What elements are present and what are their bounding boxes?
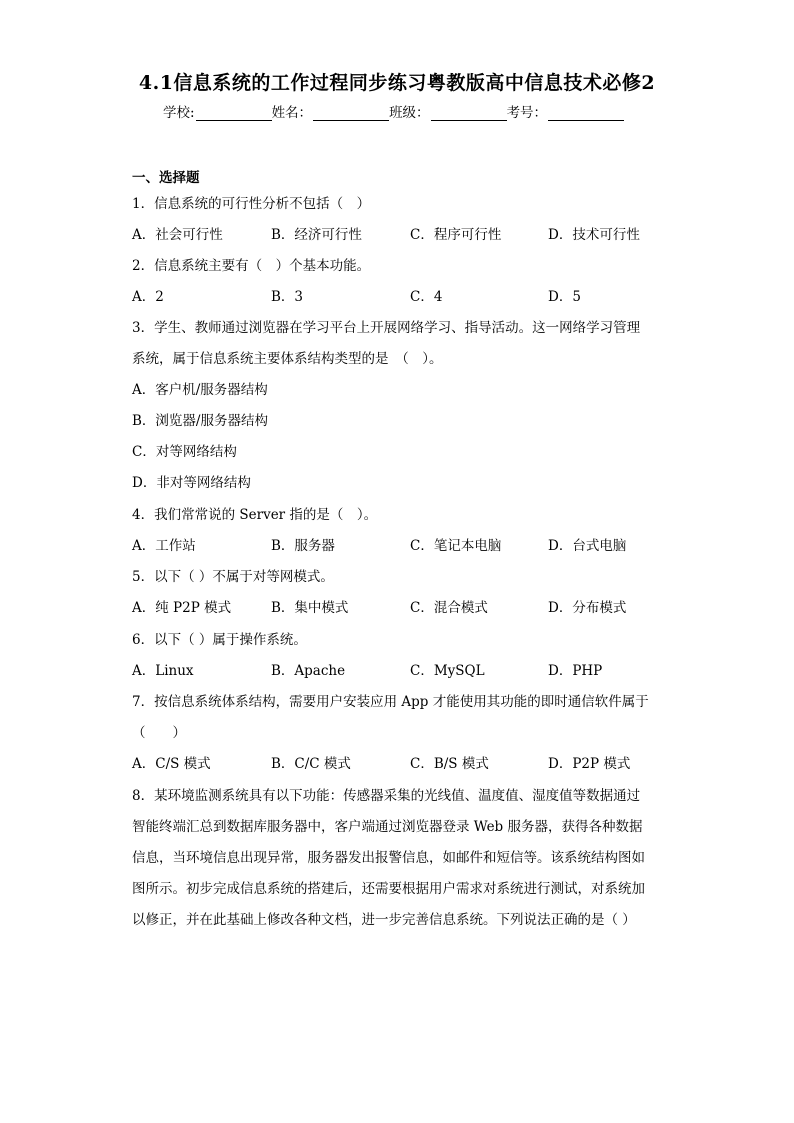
question-1-option-b: B．经济可行性 bbox=[271, 227, 362, 243]
question-4-option-d: D．台式电脑 bbox=[548, 538, 627, 554]
question-3-option-d: D．非对等网络结构 bbox=[132, 475, 251, 491]
school-field bbox=[163, 101, 272, 121]
question-1-option-a: A．社会可行性 bbox=[132, 227, 223, 243]
class-label: 班级： bbox=[389, 105, 430, 121]
school-label: 学校: bbox=[163, 105, 195, 121]
question-8-stem-line-3: 信息，当环境信息出现异常，服务器发出报警信息，如邮件和短信等。该系统结构图如 bbox=[132, 850, 645, 866]
question-7-option-c: C．B/S 模式 bbox=[410, 756, 489, 772]
class-blank bbox=[431, 105, 507, 121]
question-5-option-b: B．集中模式 bbox=[271, 600, 349, 616]
student-info-row bbox=[163, 101, 624, 121]
question-2-option-b: B．3 bbox=[271, 289, 304, 305]
question-3-option-a: A．客户机/服务器结构 bbox=[132, 382, 268, 398]
question-6-option-c: C．MySQL bbox=[410, 663, 485, 679]
name-field bbox=[272, 101, 390, 121]
question-4-option-a: A．工作站 bbox=[132, 538, 196, 554]
question-3-stem-line-2: 系统，属于信息系统主要体系结构类型的是 （ ）。 bbox=[132, 351, 443, 367]
question-6-option-d: D．PHP bbox=[548, 663, 603, 679]
question-1-stem: 1．信息系统的可行性分析不包括（ ） bbox=[132, 196, 371, 212]
exam-number-label: 考号： bbox=[506, 105, 548, 121]
question-6-option-a: A．Linux bbox=[132, 663, 194, 679]
school-blank bbox=[196, 105, 272, 121]
question-7-option-d: D．P2P 模式 bbox=[548, 756, 631, 772]
question-1-option-d: D．技术可行性 bbox=[548, 227, 640, 243]
question-3-option-c: C．对等网络结构 bbox=[132, 444, 237, 460]
question-5-stem: 5．以下（ ）不属于对等网模式。 bbox=[132, 569, 334, 585]
name-label: 姓名： bbox=[271, 105, 313, 121]
question-5-option-c: C．混合模式 bbox=[410, 600, 488, 616]
question-7-option-a: A．C/S 模式 bbox=[132, 756, 211, 772]
question-3-stem-line-1: 3．学生、教师通过浏览器在学习平台上开展网络学习、指导活动。这一网络学习管理 bbox=[132, 320, 641, 336]
question-2-option-c: C．4 bbox=[410, 289, 443, 305]
name-blank bbox=[313, 105, 389, 121]
question-8-stem-line-4: 图所示。初步完成信息系统的搭建后，还需要根据用户需求对系统进行测试，对系统加 bbox=[132, 881, 645, 897]
question-5-option-d: D．分布模式 bbox=[548, 600, 627, 616]
question-2-stem: 2．信息系统主要有（ ）个基本功能。 bbox=[132, 258, 371, 274]
page-title: 4.1信息系统的工作过程同步练习粤教版高中信息技术必修2 bbox=[138, 72, 656, 94]
exam-number-blank bbox=[548, 105, 624, 121]
question-8-stem-line-2: 智能终端汇总到数据库服务器中，客户端通过浏览器登录 Web 服务器，获得各种数据 bbox=[132, 819, 643, 835]
question-1-option-c: C．程序可行性 bbox=[410, 227, 502, 243]
question-6-option-b: B．Apache bbox=[271, 663, 346, 679]
question-6-stem: 6．以下（ ）属于操作系统。 bbox=[132, 632, 307, 648]
question-8-stem-line-1: 8．某环境监测系统具有以下功能：传感器采集的光线值、温度值、湿度值等数据通过 bbox=[132, 788, 641, 804]
question-5-option-a: A．纯 P2P 模式 bbox=[132, 600, 232, 616]
question-7-stem-line-2: （ ） bbox=[132, 725, 186, 741]
question-2-option-d: D．5 bbox=[548, 289, 581, 305]
section-heading: 一、选择题 bbox=[132, 170, 200, 186]
exam-number-field bbox=[507, 101, 625, 121]
question-4-option-c: C．笔记本电脑 bbox=[410, 538, 502, 554]
question-4-stem: 4．我们常常说的 Server 指的是（ ）。 bbox=[132, 507, 378, 523]
class-field bbox=[389, 101, 507, 121]
question-7-option-b: B．C/C 模式 bbox=[271, 756, 351, 772]
question-7-stem-line-1: 7．按信息系统体系结构，需要用户安装应用 App 才能使用其功能的即时通信软件属于 bbox=[132, 694, 649, 710]
question-3-option-b: B．浏览器/服务器结构 bbox=[132, 413, 268, 429]
question-2-option-a: A．2 bbox=[132, 289, 164, 305]
question-8-stem-line-5: 以修正，并在此基础上修改各种文档，进一步完善信息系统。下列说法正确的是（ ） bbox=[132, 912, 636, 928]
question-4-option-b: B．服务器 bbox=[271, 538, 335, 554]
